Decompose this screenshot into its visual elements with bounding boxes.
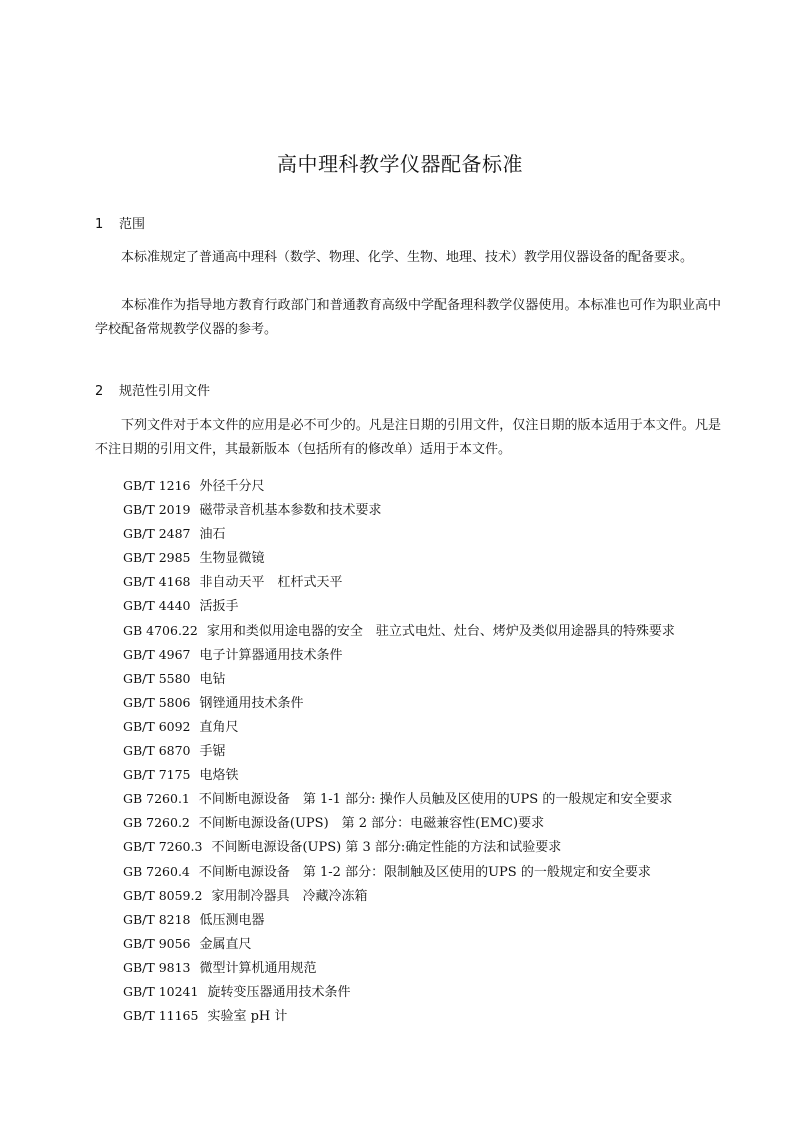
reference-code: GB/T 10241 [123,983,199,999]
reference-code: GB 4706.22 [123,622,198,638]
section-title: 规范性引用文件 [119,384,211,399]
reference-code: GB/T 6870 [123,743,191,759]
reference-item [123,546,675,570]
section-title: 范围 [119,217,146,232]
reference-name: 钢锉通用技术条件 [199,695,304,711]
section-number: 2 [95,384,104,399]
reference-item [123,763,675,787]
reference-name: 实验室 pH 计 [207,1009,288,1025]
reference-code: GB/T 9056 [123,935,191,951]
section-heading-normative-references [95,380,210,399]
document-title: 高中理科教学仪器配备标准 [277,152,523,176]
reference-name: 不间断电源设备 第 1-2 部分：限制触及区使用的UPS 的一般规定和安全要求 [198,864,651,880]
reference-name: 外径千分尺 [199,479,265,494]
section-heading-scope [95,213,145,232]
reference-name: 不间断电源设备(UPS) 第 3 部分:确定性能的方法和试验要求 [211,840,562,856]
reference-item [123,908,675,932]
reference-name: 直角尺 [199,719,239,735]
reference-code: GB 7260.2 [123,815,190,831]
reference-code: GB/T 8059.2 [123,887,203,903]
reference-item [123,835,675,859]
scope-paragraph-2: 本标准作为指导地方教育行政部门和普通教育高级中学配备理科教学仪器使用。本标准也可作为职业高中学校配备常规教学仪器的参考。 [95,298,721,337]
reference-item [123,884,675,908]
reference-name: 微型计算机通用规范 [199,960,317,976]
reference-name: 金属直尺 [199,936,252,952]
reference-code: GB/T 2985 [123,550,191,566]
reference-name: 不间断电源设备 第 1-1 部分: 操作人员触及区使用的UPS 的一般规定和安全要求 [198,792,673,808]
reference-name: 油石 [199,527,226,543]
reference-item [123,522,675,546]
reference-item [123,498,675,522]
reference-list [123,474,675,1028]
reference-code: GB/T 11165 [123,1008,199,1024]
references-intro-paragraph: 下列文件对于本文件的应用是必不可少的。凡是注日期的引用文件，仅注日期的版本适用于本文件。凡是不注日期的引用文件，其最新版本（包括所有的修改单）适用于本文件。 [95,418,721,457]
reference-item [123,667,675,691]
reference-code: GB/T 7260.3 [123,839,203,855]
reference-item [123,570,675,594]
reference-item [123,619,675,643]
reference-code: GB/T 6092 [123,718,191,734]
reference-name: 活扳手 [199,599,239,615]
reference-name: 不间断电源设备(UPS) 第 2 部分：电磁兼容性(EMC)要求 [198,816,545,832]
reference-name: 家用制冷器具 冷藏冷冻箱 [211,888,368,904]
reference-code: GB/T 4967 [123,646,191,662]
reference-item [123,691,675,715]
reference-item [123,739,675,763]
reference-item [123,980,675,1004]
reference-name: 手锯 [199,744,226,760]
reference-code: GB/T 8218 [123,911,191,927]
reference-name: 家用和类似用途电器的安全 驻立式电灶、灶台、烤炉及类似用途器具的特殊要求 [206,623,675,639]
reference-item [123,643,675,667]
reference-code: GB/T 7175 [123,767,191,783]
reference-item [123,594,675,618]
reference-code: GB/T 5580 [123,670,191,686]
reference-code: GB/T 1216 [123,478,191,493]
reference-item [123,860,675,884]
reference-name: 电烙铁 [199,768,239,784]
reference-item [123,932,675,956]
reference-name: 磁带录音机基本参数和技术要求 [199,503,382,519]
reference-name: 低压测电器 [199,912,265,928]
reference-code: GB/T 9813 [123,959,191,975]
reference-code: GB/T 5806 [123,694,191,710]
reference-item [123,1004,675,1028]
reference-code: GB/T 2019 [123,502,191,518]
reference-item [123,715,675,739]
section-number: 1 [95,217,104,232]
reference-name: 生物显微镜 [199,551,265,567]
reference-code: GB/T 2487 [123,526,191,542]
reference-name: 电钻 [199,671,226,687]
reference-code: GB/T 4168 [123,574,191,590]
reference-item [123,787,675,811]
reference-name: 电子计算器通用技术条件 [199,647,343,663]
reference-item [123,474,675,498]
reference-item [123,811,675,835]
reference-code: GB 7260.1 [123,791,190,807]
reference-name: 旋转变压器通用技术条件 [207,984,351,1000]
reference-item [123,956,675,980]
reference-code: GB 7260.4 [123,863,190,879]
scope-paragraph-1: 本标准规定了普通高中理科（数学、物理、化学、生物、地理、技术）教学用仪器设备的配备要求。 [121,250,694,265]
reference-name: 非自动天平 杠杆式天平 [199,575,343,591]
reference-code: GB/T 4440 [123,598,191,614]
